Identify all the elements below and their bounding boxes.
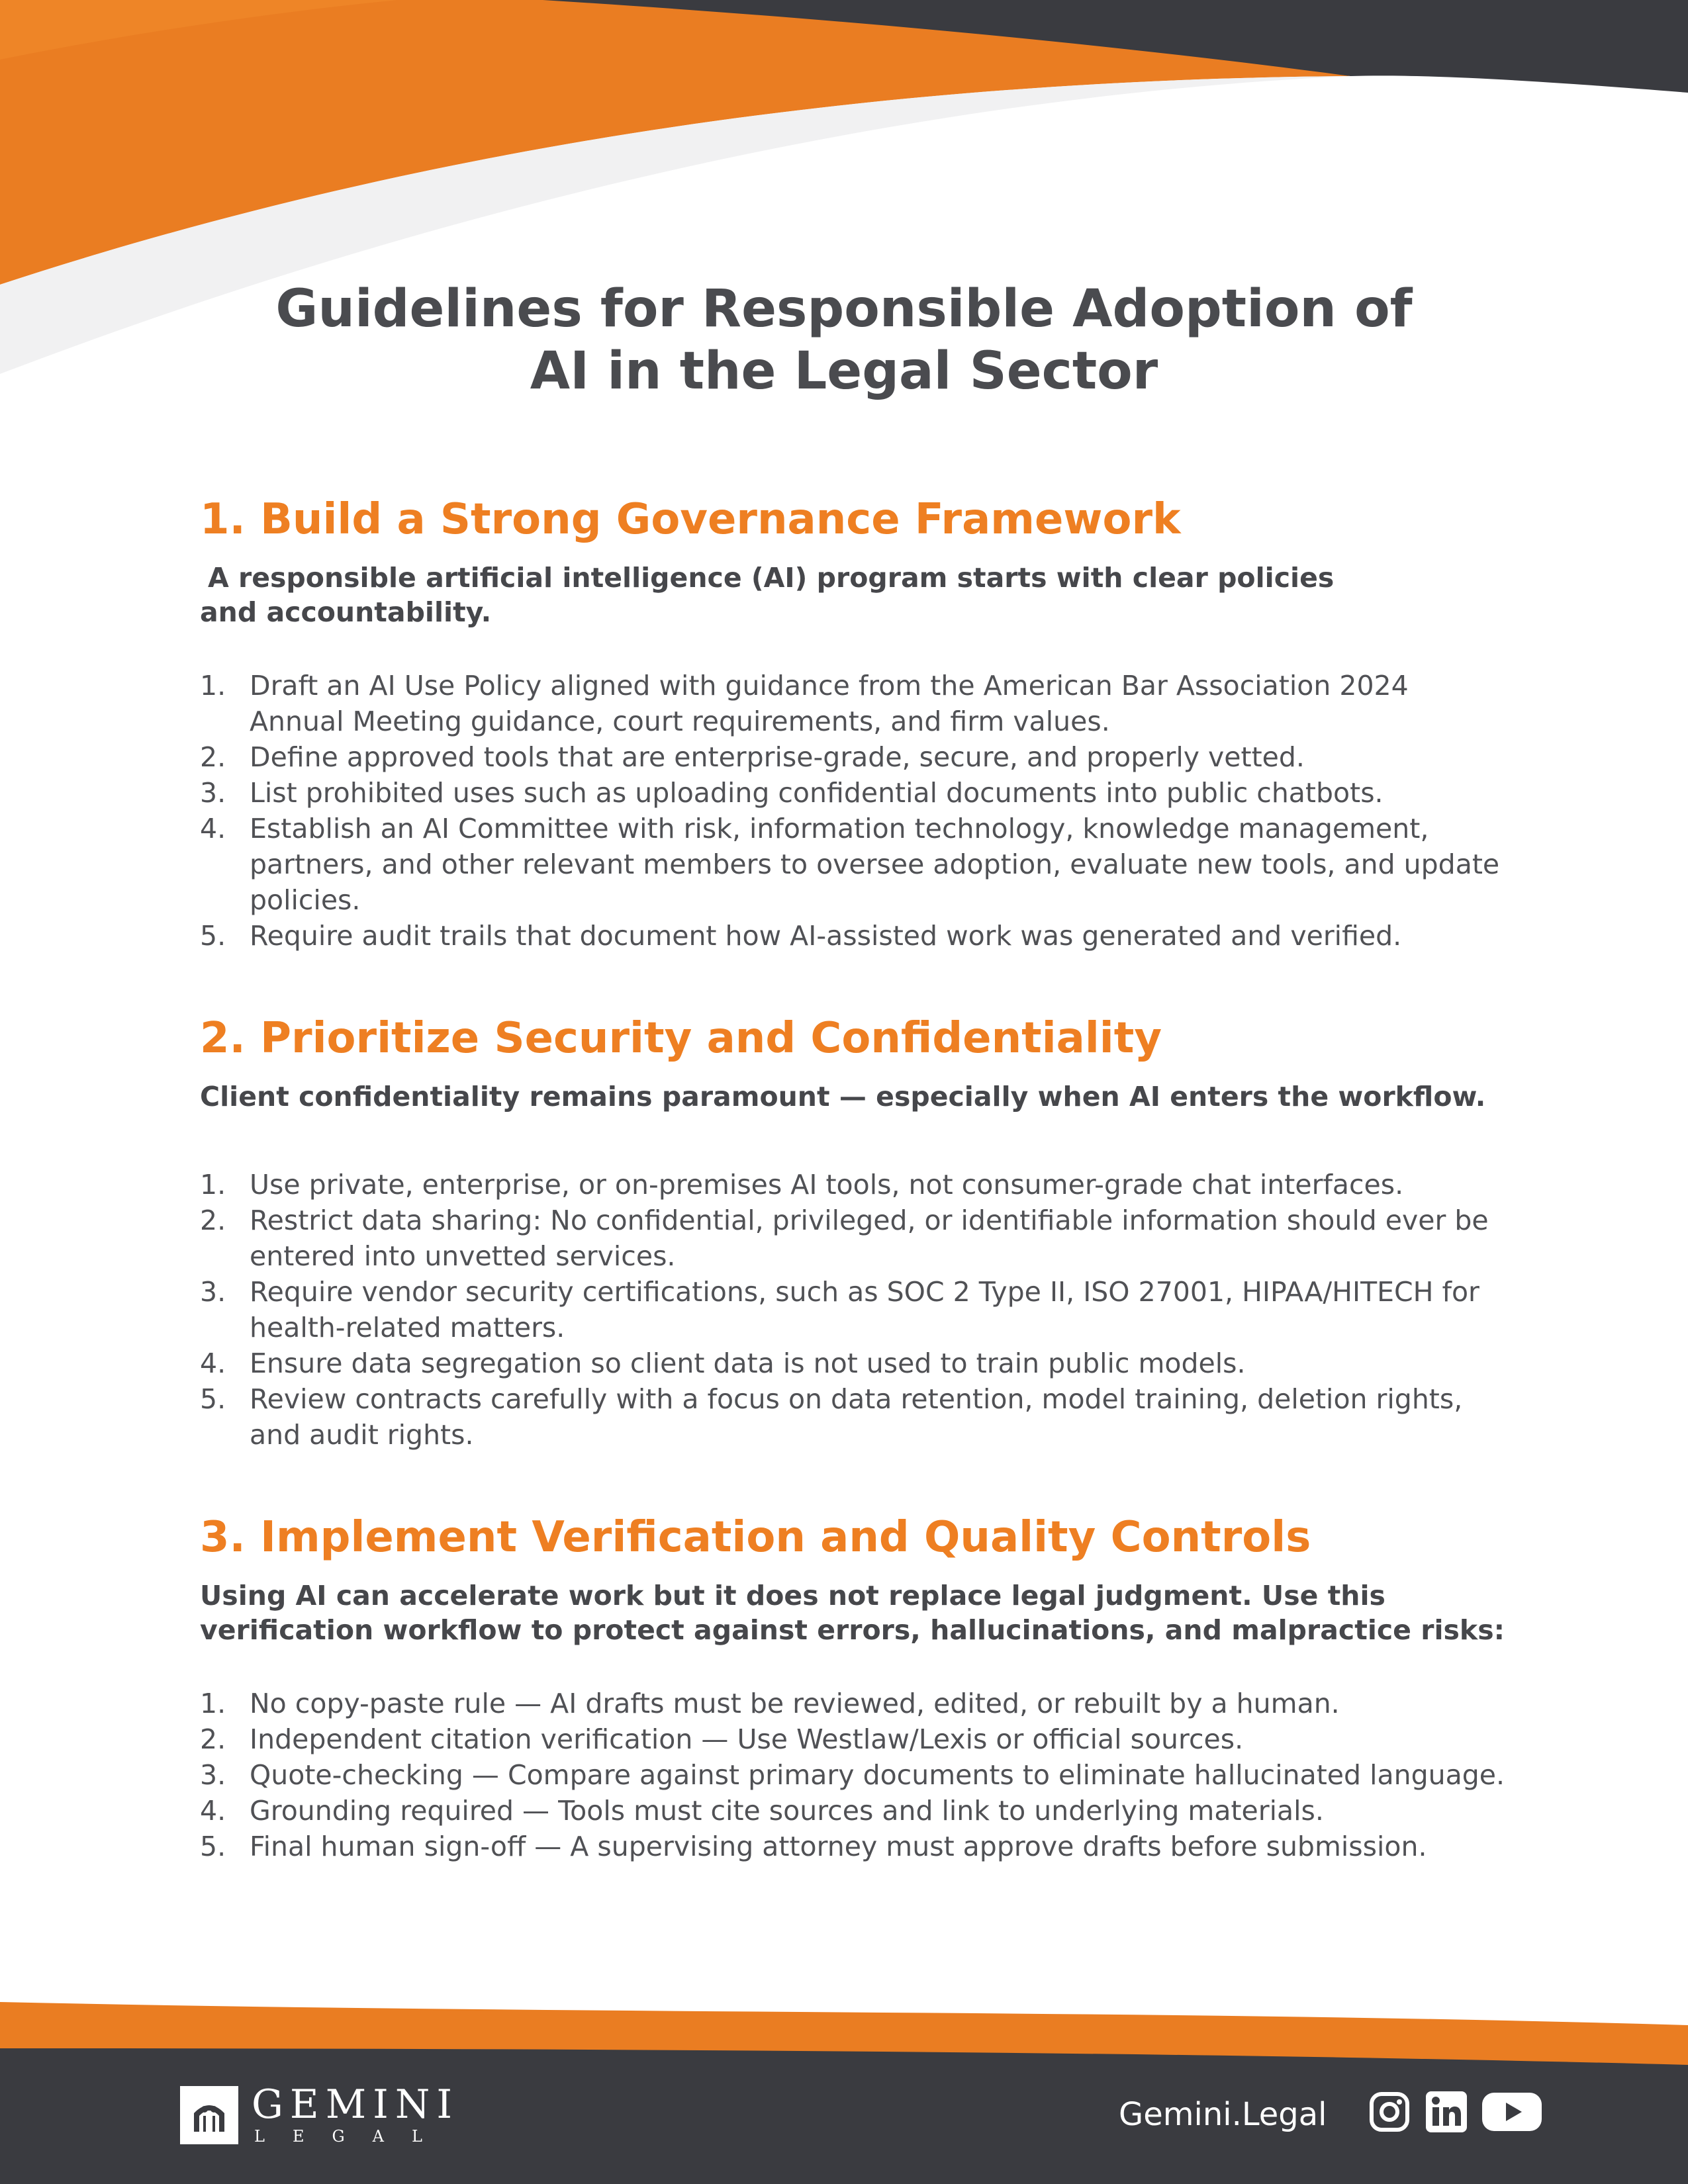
item-text: Draft an AI Use Policy aligned with guidance from the American Bar Association 2024 Annual Meeting guidance, court requirements, and firm values. bbox=[250, 670, 1409, 737]
item-number: 1. bbox=[200, 1688, 226, 1719]
list-item bbox=[200, 1686, 1511, 1721]
section-heading: 2. Prioritize Security and Confidentiality bbox=[200, 1014, 1162, 1063]
intro-line-1: Client confidentiality remains paramount — especially when AI enters the workflow. bbox=[200, 1081, 1486, 1113]
list-item bbox=[200, 739, 1511, 775]
section-list bbox=[200, 1686, 1511, 1864]
list-item bbox=[200, 1203, 1511, 1274]
title-line-1: Guidelines for Responsible Adoption of bbox=[275, 279, 1413, 339]
item-text: Require audit trails that document how AI-assisted work was generated and verified. bbox=[250, 920, 1402, 952]
instagram-icon[interactable] bbox=[1368, 2090, 1411, 2134]
logo-mark-icon bbox=[180, 2086, 238, 2144]
intro-line-1: Using AI can accelerate work but it does not replace legal judgment. Use this bbox=[200, 1580, 1385, 1612]
section-heading: 3. Implement Verification and Quality Controls bbox=[200, 1513, 1311, 1562]
section-intro bbox=[200, 561, 1511, 629]
logo-sub-text: LEGAL bbox=[254, 2127, 450, 2146]
list-item bbox=[200, 1757, 1511, 1793]
logo-main-text: GEMINI bbox=[252, 2081, 459, 2128]
section-intro bbox=[200, 1578, 1511, 1647]
item-text: Establish an AI Committee with risk, information technology, knowledge management, partners, and other relevant members to oversee adoption, evaluate new tools, and update policies. bbox=[250, 813, 1500, 916]
list-item bbox=[200, 811, 1511, 918]
youtube-icon[interactable] bbox=[1481, 2090, 1542, 2134]
item-text: Restrict data sharing: No confidential, privileged, or identifiable information should ever be entered into unvetted services. bbox=[250, 1205, 1489, 1272]
page-title bbox=[0, 278, 1688, 402]
item-number: 5. bbox=[200, 920, 226, 952]
section-security bbox=[200, 1012, 1511, 1453]
item-text: Define approved tools that are enterprise-grade, secure, and properly vetted. bbox=[250, 741, 1305, 773]
item-number: 3. bbox=[200, 1759, 226, 1791]
item-number: 3. bbox=[200, 1276, 226, 1308]
section-verification bbox=[200, 1511, 1511, 1864]
item-number: 4. bbox=[200, 1347, 226, 1379]
section-list bbox=[200, 668, 1511, 954]
list-item bbox=[200, 668, 1511, 739]
item-number: 3. bbox=[200, 777, 226, 809]
item-text: Independent citation verification — Use Westlaw/Lexis or official sources. bbox=[250, 1723, 1244, 1755]
item-number: 1. bbox=[200, 1169, 226, 1201]
intro-line-1: A responsible artificial intelligence (AI) program starts with clear policies bbox=[208, 562, 1335, 594]
item-number: 5. bbox=[200, 1383, 226, 1415]
item-text: Review contracts carefully with a focus on data retention, model training, deletion rights, and audit rights. bbox=[250, 1383, 1463, 1451]
item-text: Quote-checking — Compare against primary documents to eliminate hallucinated language. bbox=[250, 1759, 1505, 1791]
list-item bbox=[200, 1721, 1511, 1757]
list-item bbox=[200, 1381, 1511, 1453]
item-text: No copy-paste rule — AI drafts must be reviewed, edited, or rebuilt by a human. bbox=[250, 1688, 1340, 1719]
list-item bbox=[200, 1167, 1511, 1203]
section-heading: 1. Build a Strong Governance Framework bbox=[200, 495, 1181, 544]
item-text: Require vendor security certifications, such as SOC 2 Type II, ISO 27001, HIPAA/HITECH for health-related matters. bbox=[250, 1276, 1479, 1343]
item-number: 5. bbox=[200, 1831, 226, 1862]
list-item bbox=[200, 1829, 1511, 1864]
item-text: Grounding required — Tools must cite sources and link to underlying materials. bbox=[250, 1795, 1324, 1827]
list-item bbox=[200, 918, 1511, 954]
gemini-legal-logo[interactable] bbox=[180, 2081, 459, 2146]
section-governance bbox=[200, 493, 1511, 954]
item-text: List prohibited uses such as uploading confidential documents into public chatbots. bbox=[250, 777, 1383, 809]
section-list bbox=[200, 1167, 1511, 1453]
item-number: 4. bbox=[200, 1795, 226, 1827]
list-item bbox=[200, 1274, 1511, 1345]
item-number: 2. bbox=[200, 1723, 226, 1755]
item-number: 2. bbox=[200, 741, 226, 773]
list-item bbox=[200, 1345, 1511, 1381]
list-item bbox=[200, 775, 1511, 811]
main-content bbox=[200, 493, 1511, 1864]
linkedin-icon[interactable] bbox=[1425, 2090, 1468, 2134]
intro-line-2: verification workflow to protect against errors, hallucinations, and malpractice risks: bbox=[200, 1614, 1505, 1646]
logo-wordmark bbox=[252, 2081, 459, 2146]
item-text: Ensure data segregation so client data is not used to train public models. bbox=[250, 1347, 1246, 1379]
intro-line-2: and accountability. bbox=[200, 596, 492, 628]
item-number: 4. bbox=[200, 813, 226, 844]
list-item bbox=[200, 1793, 1511, 1829]
website-link[interactable]: Gemini.Legal bbox=[1119, 2096, 1327, 2133]
item-number: 2. bbox=[200, 1205, 226, 1236]
item-text: Use private, enterprise, or on-premises AI tools, not consumer-grade chat interfaces. bbox=[250, 1169, 1404, 1201]
title-line-2: AI in the Legal Sector bbox=[530, 341, 1158, 401]
item-text: Final human sign-off — A supervising attorney must approve drafts before submission. bbox=[250, 1831, 1427, 1862]
section-intro bbox=[200, 1079, 1511, 1114]
item-number: 1. bbox=[200, 670, 226, 702]
